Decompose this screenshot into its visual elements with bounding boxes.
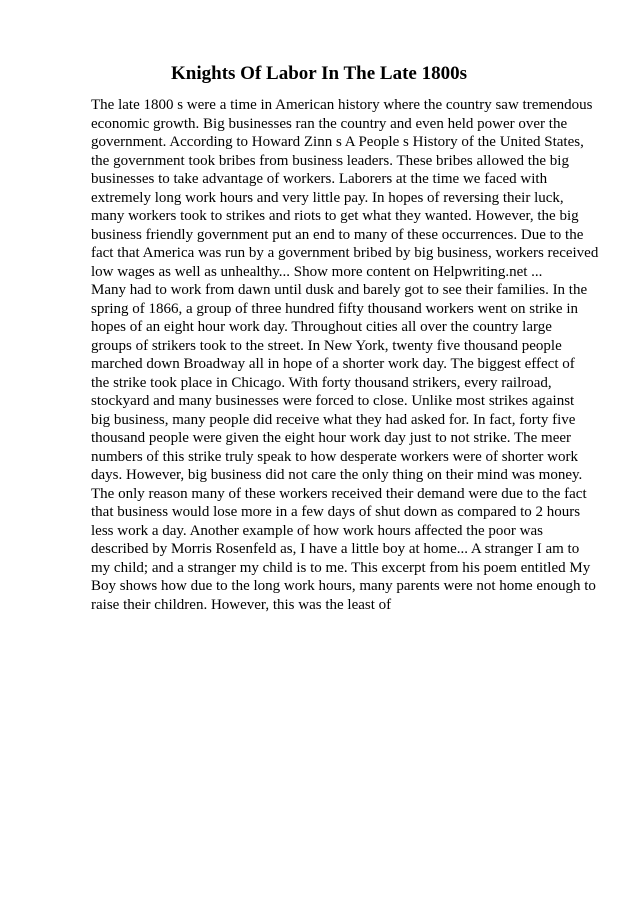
body-line: Many had to work from dawn until dusk and barely got to see their families. In the [91,282,588,298]
body-line: stockyard and many businesses were forced to close. Unlike most strikes against [91,393,575,409]
body-line: marched down Broadway all in hope of a shorter work day. The biggest effect of [91,356,575,372]
document-title: Knights Of Labor In The Late 1800s [171,63,467,84]
body-line: government. According to Howard Zinn s A People s History of the United States, [91,134,584,150]
body-line: businesses to take advantage of workers. Laborers at the time we faced with [91,171,548,187]
body-line: business friendly government put an end to many of these occurrences. Due to the [91,226,584,243]
body-line: described by Morris Rosenfeld as, I have a little boy at home... A stranger I am to [91,541,580,557]
body-line: big business, many people did receive what they had asked for. In fact, forty five [91,411,576,428]
body-line: extremely long work hours and very little pay. In hopes of reversing their luck, [91,189,564,206]
body-line: days. However, big business did not care the only thing on their mind was money. [91,467,583,483]
body-line: the government took bribes from business leaders. These bribes allowed the big [91,152,569,169]
body-line: thousand people were given the eight hour work day just to not strike. The meer [91,430,572,446]
body-line: numbers of this strike truly speak to how desperate workers were of shorter work [91,448,578,465]
body-line: the strike took place in Chicago. With forty thousand strikers, every railroad, [91,374,552,391]
body-line: The late 1800 s were a time in American history where the country saw tremendous [91,97,593,113]
body-line: that business would lose more in a few days of shut down as compared to 2 hours [91,504,581,520]
body-line: raise their children. However, this was the least of [91,596,392,613]
body-line: Boy shows how due to the long work hours, many parents were not home enough to [91,578,596,594]
body-line-show-more: low wages as well as unhealthy... Show more content on Helpwriting.net ... [91,263,543,280]
body-line: groups of strikers took to the street. In New York, twenty five thousand people [91,337,562,354]
body-line: spring of 1866, a group of three hundred fifty thousand workers went on strike in [91,300,578,317]
body-line: hopes of an eight hour work day. Throughout cities all over the country large [91,319,552,335]
body-line: many workers took to strikes and riots to get what they wanted. However, the big [91,208,579,224]
body-line: less work a day. Another example of how work hours affected the poor was [91,522,543,539]
document-body [91,96,598,614]
body-line: economic growth. Big businesses ran the country and even held power over the [91,115,568,132]
body-line: The only reason many of these workers received their demand were due to the fact [91,485,587,502]
body-line: my child; and a stranger my child is to me. This excerpt from his poem entitled My [91,559,591,576]
body-line: fact that America was run by a government bribed by big business, workers received [91,245,599,261]
